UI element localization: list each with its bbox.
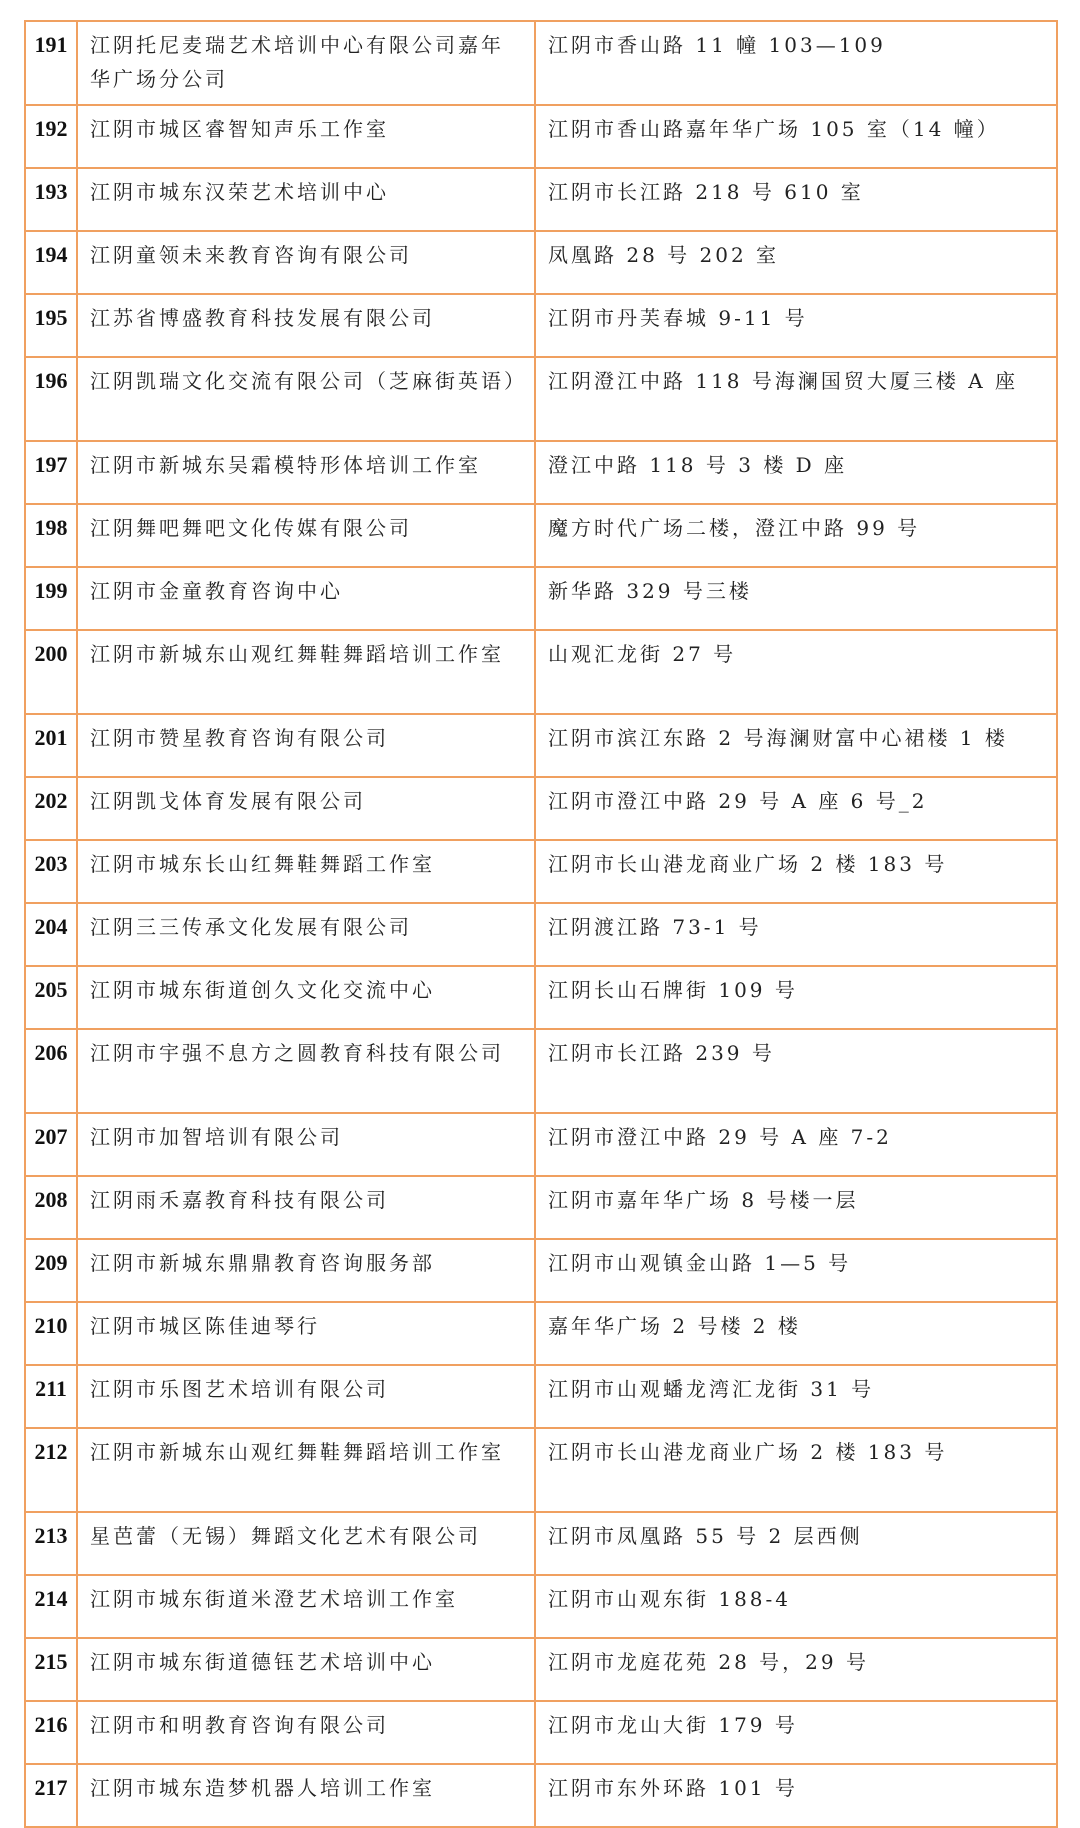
row-number: 209 [25,1239,77,1302]
institution-address: 凤凰路 28 号 202 室 [535,231,1057,294]
table-row [25,630,1057,714]
table-row [25,567,1057,630]
institution-address: 江阴澄江中路 118 号海澜国贸大厦三楼 A 座 [535,357,1057,441]
table-row [25,441,1057,504]
row-number: 200 [25,630,77,714]
table-row [25,105,1057,168]
institution-address: 新华路 329 号三楼 [535,567,1057,630]
institution-name: 江苏省博盛教育科技发展有限公司 [77,294,535,357]
institution-name: 江阴市宇强不息方之圆教育科技有限公司 [77,1029,535,1113]
row-number: 195 [25,294,77,357]
table-row [25,357,1057,441]
table-row [25,231,1057,294]
table-row [25,1176,1057,1239]
table-row [25,294,1057,357]
institution-address: 江阴市东外环路 101 号 [535,1764,1057,1827]
institution-name: 江阴市城区陈佳迪琴行 [77,1302,535,1365]
institution-address: 江阴市山观镇金山路 1—5 号 [535,1239,1057,1302]
institution-name: 江阴市和明教育咨询有限公司 [77,1701,535,1764]
institution-address: 江阴市山观东街 188-4 [535,1575,1057,1638]
row-number: 198 [25,504,77,567]
row-number: 207 [25,1113,77,1176]
institution-name: 江阴市城东街道德钰艺术培训中心 [77,1638,535,1701]
institution-address: 江阴市香山路嘉年华广场 105 室（14 幢） [535,105,1057,168]
institution-name: 江阴舞吧舞吧文化传媒有限公司 [77,504,535,567]
institution-name: 江阴市城东汉荣艺术培训中心 [77,168,535,231]
institution-name: 江阴市金童教育咨询中心 [77,567,535,630]
institution-address: 江阴市长江路 239 号 [535,1029,1057,1113]
table-row [25,168,1057,231]
table-row [25,1029,1057,1113]
institution-name: 江阴三三传承文化发展有限公司 [77,903,535,966]
row-number: 212 [25,1428,77,1512]
institution-name: 江阴市赞星教育咨询有限公司 [77,714,535,777]
institution-name: 江阴市城东街道米澄艺术培训工作室 [77,1575,535,1638]
table-row [25,966,1057,1029]
institution-address: 江阴市香山路 11 幢 103—109 [535,21,1057,105]
table-body [25,21,1057,1827]
row-number: 193 [25,168,77,231]
table-row [25,777,1057,840]
row-number: 191 [25,21,77,105]
institution-name: 江阴市新城东山观红舞鞋舞蹈培训工作室 [77,630,535,714]
institution-name: 江阴市城东长山红舞鞋舞蹈工作室 [77,840,535,903]
institution-name: 江阴市新城东鼎鼎教育咨询服务部 [77,1239,535,1302]
table-row [25,1302,1057,1365]
row-number: 216 [25,1701,77,1764]
institution-address: 江阴市龙庭花苑 28 号，29 号 [535,1638,1057,1701]
table-row [25,1512,1057,1575]
institution-address: 江阴市山观蟠龙湾汇龙街 31 号 [535,1365,1057,1428]
institution-address: 江阴市长山港龙商业广场 2 楼 183 号 [535,840,1057,903]
row-number: 210 [25,1302,77,1365]
table-row [25,840,1057,903]
table-row [25,504,1057,567]
institution-address: 澄江中路 118 号 3 楼 D 座 [535,441,1057,504]
institution-name: 江阴市乐图艺术培训有限公司 [77,1365,535,1428]
institution-address: 江阴市凤凰路 55 号 2 层西侧 [535,1512,1057,1575]
institution-name: 江阴市新城东山观红舞鞋舞蹈培训工作室 [77,1428,535,1512]
table-row [25,1365,1057,1428]
table-row [25,903,1057,966]
row-number: 196 [25,357,77,441]
row-number: 204 [25,903,77,966]
row-number: 208 [25,1176,77,1239]
institution-name: 江阴市城区睿智知声乐工作室 [77,105,535,168]
table-row [25,1701,1057,1764]
row-number: 202 [25,777,77,840]
institution-name: 江阴童领未来教育咨询有限公司 [77,231,535,294]
institution-name: 江阴市城东造梦机器人培训工作室 [77,1764,535,1827]
row-number: 206 [25,1029,77,1113]
row-number: 201 [25,714,77,777]
row-number: 214 [25,1575,77,1638]
institution-address: 江阴市长山港龙商业广场 2 楼 183 号 [535,1428,1057,1512]
institution-name: 江阴市城东街道创久文化交流中心 [77,966,535,1029]
institution-address: 江阴市澄江中路 29 号 A 座 7-2 [535,1113,1057,1176]
institution-address: 山观汇龙街 27 号 [535,630,1057,714]
table-row [25,714,1057,777]
table-row [25,21,1057,105]
row-number: 205 [25,966,77,1029]
institution-address: 江阴市澄江中路 29 号 A 座 6 号_2 [535,777,1057,840]
table-row [25,1428,1057,1512]
institution-name: 江阴市新城东吴霜模特形体培训工作室 [77,441,535,504]
row-number: 192 [25,105,77,168]
institution-name: 江阴市加智培训有限公司 [77,1113,535,1176]
row-number: 211 [25,1365,77,1428]
row-number: 199 [25,567,77,630]
row-number: 194 [25,231,77,294]
institution-address: 魔方时代广场二楼，澄江中路 99 号 [535,504,1057,567]
row-number: 217 [25,1764,77,1827]
institution-address: 江阴渡江路 73-1 号 [535,903,1057,966]
institution-name: 江阴雨禾嘉教育科技有限公司 [77,1176,535,1239]
institution-name: 江阴凯戈体育发展有限公司 [77,777,535,840]
institution-name: 江阴凯瑞文化交流有限公司（芝麻街英语） [77,357,535,441]
institution-list-document [24,20,1056,1828]
institution-name: 星芭蕾（无锡）舞蹈文化艺术有限公司 [77,1512,535,1575]
institution-address: 江阴市丹芙春城 9-11 号 [535,294,1057,357]
institution-address: 嘉年华广场 2 号楼 2 楼 [535,1302,1057,1365]
table-row [25,1239,1057,1302]
institution-name: 江阴托尼麦瑞艺术培训中心有限公司嘉年华广场分公司 [77,21,535,105]
institution-address: 江阴市滨江东路 2 号海澜财富中心裙楼 1 楼 [535,714,1057,777]
institution-table [24,20,1058,1828]
table-row [25,1575,1057,1638]
institution-address: 江阴市长江路 218 号 610 室 [535,168,1057,231]
institution-address: 江阴长山石牌街 109 号 [535,966,1057,1029]
table-row [25,1764,1057,1827]
table-row [25,1113,1057,1176]
row-number: 203 [25,840,77,903]
row-number: 213 [25,1512,77,1575]
institution-address: 江阴市龙山大街 179 号 [535,1701,1057,1764]
row-number: 197 [25,441,77,504]
institution-address: 江阴市嘉年华广场 8 号楼一层 [535,1176,1057,1239]
table-row [25,1638,1057,1701]
row-number: 215 [25,1638,77,1701]
